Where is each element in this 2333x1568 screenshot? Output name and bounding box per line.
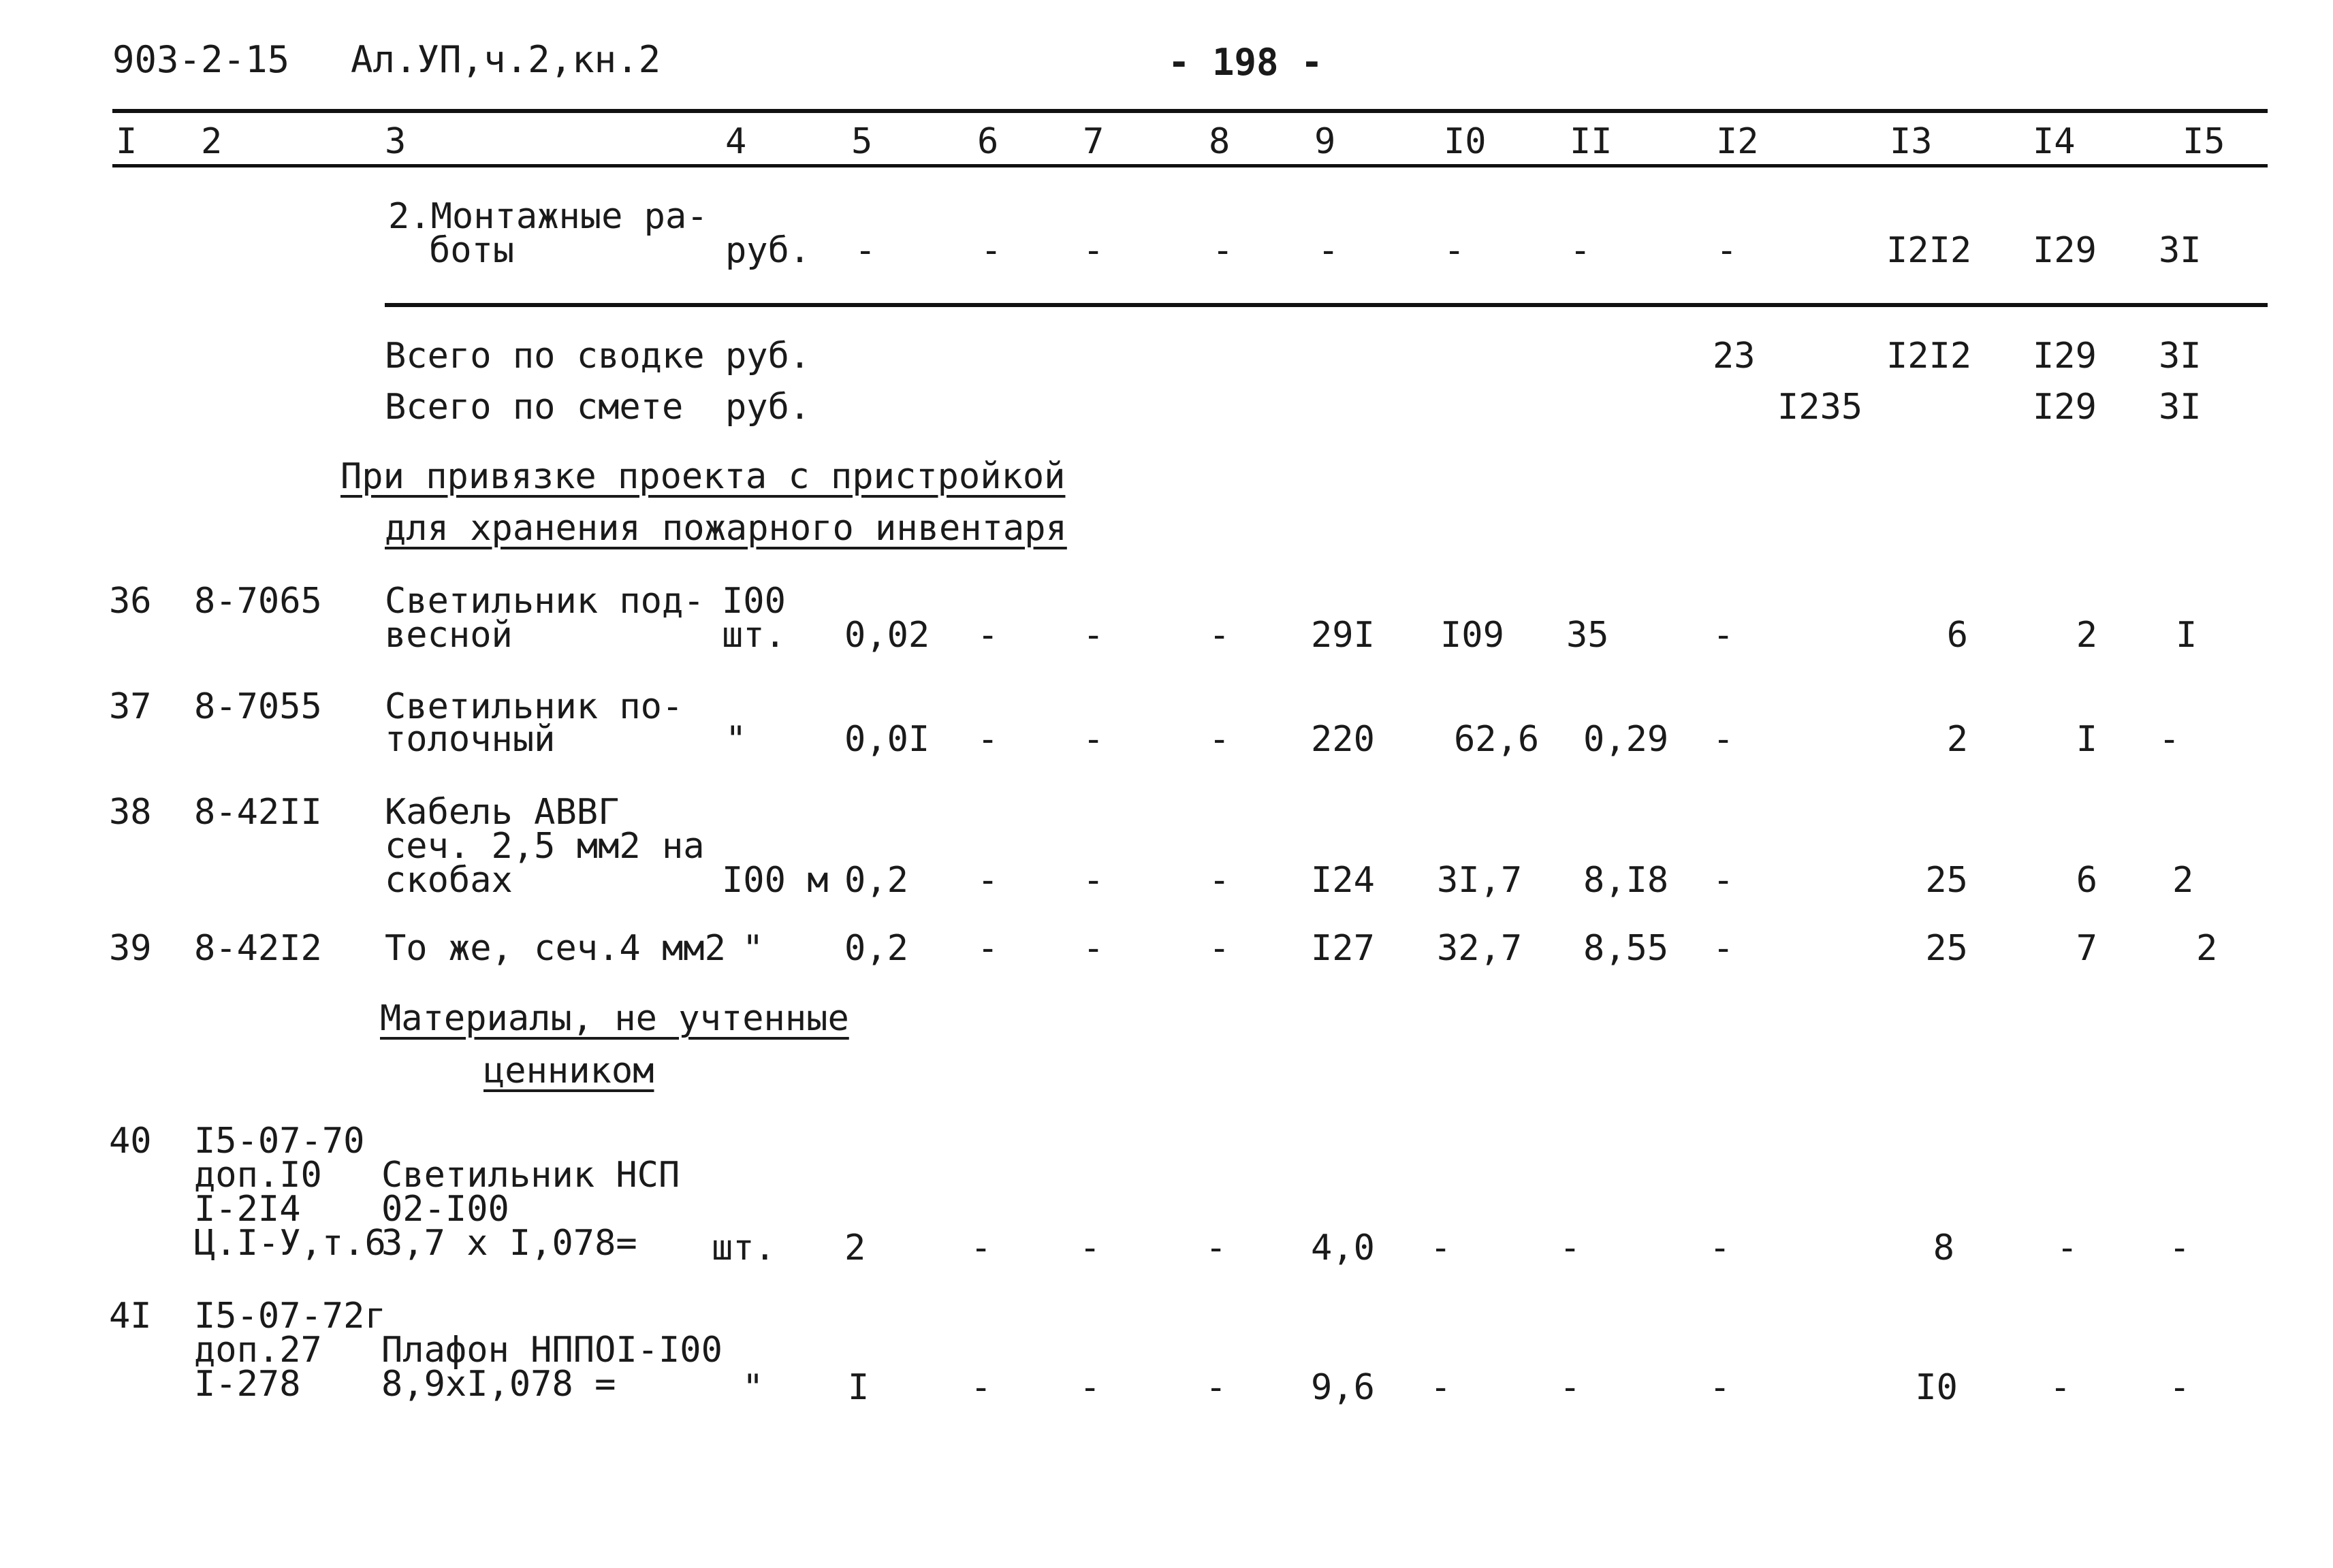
page-number: - 198 -	[1168, 41, 1323, 84]
cell-c5: 0,0I	[844, 719, 930, 760]
col-num-7: 7	[1083, 121, 1105, 162]
cell-c13: 2	[1946, 719, 1968, 760]
cell-c12: -	[1709, 1228, 1731, 1268]
cell-c15: -	[2169, 1228, 2191, 1268]
cell-c14: 2	[2076, 615, 2097, 656]
row-code: доп.I0	[194, 1155, 322, 1196]
row-code: I5-07-70	[194, 1121, 365, 1162]
col-num-5: 5	[851, 121, 873, 162]
col-num-15: I5	[2183, 121, 2225, 162]
row-name: боты	[429, 230, 515, 271]
cell-c8: -	[1205, 1228, 1227, 1268]
cell-c10: -	[1444, 230, 1465, 271]
cell-c9: 9,6	[1311, 1367, 1375, 1408]
row-unit: шт.	[722, 615, 786, 656]
cell-c11: -	[1559, 1367, 1581, 1408]
cell-c8: -	[1205, 1367, 1227, 1408]
col-num-3: 3	[385, 121, 407, 162]
row-name: 02-I00	[381, 1189, 509, 1230]
cell-c6: -	[977, 719, 999, 760]
cell-c10: 32,7	[1437, 928, 1523, 969]
row-unit: шт.	[712, 1228, 776, 1268]
section-heading: При привязке проекта с пристройкой	[340, 456, 1066, 497]
cell-c12: -	[1713, 719, 1734, 760]
cell-c8: -	[1209, 928, 1231, 969]
row-number: 36	[109, 581, 152, 622]
col-num-12: I2	[1716, 121, 1759, 162]
section-heading: ценником	[483, 1051, 654, 1091]
cell-c15: 3I	[2159, 230, 2202, 271]
row-name: весной	[385, 615, 513, 656]
cell-c11: 0,29	[1583, 719, 1669, 760]
cell-c6: -	[970, 1367, 992, 1408]
row-code: I5-07-72г	[194, 1296, 386, 1337]
cell-c5: 0,02	[844, 615, 930, 656]
col-num-6: 6	[977, 121, 999, 162]
cell-c11: 8,I8	[1583, 860, 1669, 901]
cell-c7: -	[1083, 719, 1105, 760]
totals-rule	[385, 303, 2268, 307]
row-number: 37	[109, 686, 152, 727]
cell-c10: 3I,7	[1437, 860, 1523, 901]
total-c12: 23	[1713, 336, 1756, 377]
cell-c15: 2	[2196, 928, 2218, 969]
cell-c12: -	[1713, 615, 1734, 656]
cell-c9: -	[1318, 230, 1339, 271]
row-code: Ц.I-У,т.6	[194, 1223, 386, 1264]
row-code: 8-7055	[194, 686, 322, 727]
row-code: 8-7065	[194, 581, 322, 622]
cell-c9: 29I	[1311, 615, 1375, 656]
cell-c11: 35	[1566, 615, 1609, 656]
cell-c5: 0,2	[844, 860, 908, 901]
cell-c14: I	[2076, 719, 2097, 760]
cell-c11: 8,55	[1583, 928, 1669, 969]
cell-c7: -	[1083, 928, 1105, 969]
cell-c14: -	[2050, 1367, 2072, 1408]
cell-c12: -	[1716, 230, 1738, 271]
total-label: Всего по сводке	[385, 336, 705, 377]
cell-c10: 62,6	[1454, 719, 1540, 760]
cell-c10: I09	[1440, 615, 1504, 656]
cell-c11: -	[1559, 1228, 1581, 1268]
row-name: Светильник НСП	[381, 1155, 680, 1196]
row-number: 39	[109, 928, 152, 969]
row-unit: I00	[722, 581, 786, 622]
col-num-9: 9	[1314, 121, 1336, 162]
row-code: доп.27	[194, 1330, 322, 1371]
cell-c13: I2I2	[1886, 230, 1972, 271]
row-name: 8,9хI,078 =	[381, 1364, 616, 1405]
row-code: 8-42II	[194, 792, 322, 833]
cell-c8: -	[1209, 719, 1231, 760]
cell-c14: -	[2057, 1228, 2078, 1268]
col-num-10: I0	[1444, 121, 1487, 162]
row-number: 40	[109, 1121, 152, 1162]
row-name: 3,7 х I,078=	[381, 1223, 637, 1264]
cell-c14: 7	[2076, 928, 2097, 969]
cell-c5: 0,2	[844, 928, 908, 969]
row-name: Светильник под-	[385, 581, 705, 622]
cell-c12: -	[1713, 860, 1734, 901]
cell-c14: 6	[2076, 860, 2097, 901]
album-reference: Ал.УП,ч.2,кн.2	[351, 38, 661, 81]
total-c12: I235	[1777, 387, 1863, 428]
row-name: Плафон НППОI-I00	[381, 1330, 723, 1371]
cell-c13: 25	[1925, 860, 1968, 901]
cell-c7: -	[1083, 230, 1105, 271]
row-unit: "	[742, 1367, 764, 1408]
col-num-14: I4	[2033, 121, 2076, 162]
col-num-2: 2	[201, 121, 223, 162]
cell-c7: -	[1079, 1367, 1101, 1408]
total-unit: руб.	[725, 387, 811, 428]
cell-c15: I	[2176, 615, 2197, 656]
total-label: Всего по смете	[385, 387, 684, 428]
cell-c6: -	[977, 615, 999, 656]
cell-c8: -	[1209, 860, 1231, 901]
cell-c10: -	[1430, 1228, 1452, 1268]
total-c14: I29	[2033, 387, 2097, 428]
cell-c15: 2	[2172, 860, 2194, 901]
document-code: 903-2-15	[112, 38, 290, 81]
cell-c13: 6	[1946, 615, 1968, 656]
row-unit: "	[725, 719, 747, 760]
cell-c6: -	[977, 860, 999, 901]
cell-c15: -	[2159, 719, 2180, 760]
cell-c8: -	[1212, 230, 1234, 271]
cell-c5: 2	[844, 1228, 866, 1268]
cell-c6: -	[977, 928, 999, 969]
cell-c6: -	[981, 230, 1002, 271]
cell-c11: -	[1570, 230, 1591, 271]
cell-c7: -	[1079, 1228, 1101, 1268]
header-top-rule	[112, 109, 2268, 113]
cell-c15: -	[2169, 1367, 2191, 1408]
cell-c9: 220	[1311, 719, 1375, 760]
cell-c6: -	[970, 1228, 992, 1268]
row-unit: руб.	[725, 230, 811, 271]
col-num-11: II	[1570, 121, 1613, 162]
total-c15: 3I	[2159, 387, 2202, 428]
row-code: I-278	[194, 1364, 301, 1405]
row-name: скобах	[385, 860, 513, 901]
cell-c7: -	[1083, 860, 1105, 901]
col-num-8: 8	[1209, 121, 1231, 162]
col-num-4: 4	[725, 121, 747, 162]
row-unit: "	[742, 928, 764, 969]
cell-c5: I	[848, 1367, 870, 1408]
col-num-13: I3	[1890, 121, 1933, 162]
cell-c8: -	[1209, 615, 1231, 656]
total-c13: I2I2	[1886, 336, 1972, 377]
row-name: сеч. 2,5 мм2 на	[385, 826, 705, 867]
total-c15: 3I	[2159, 336, 2202, 377]
cell-c14: I29	[2033, 230, 2097, 271]
row-number: 38	[109, 792, 152, 833]
cell-c9: 4,0	[1311, 1228, 1375, 1268]
cell-c13: I0	[1915, 1367, 1958, 1408]
section-heading: Материалы, не учтенные	[380, 998, 849, 1039]
row-code: I-2I4	[194, 1189, 301, 1230]
cell-c10: -	[1430, 1367, 1452, 1408]
cell-c7: -	[1083, 615, 1105, 656]
row-name: Кабель АВВГ	[385, 792, 620, 833]
col-num-1: I	[116, 121, 138, 162]
cell-c9: I27	[1311, 928, 1375, 969]
row-name: 2.Монтажные ра-	[388, 196, 708, 237]
section-heading: для хранения пожарного инвентаря	[385, 508, 1067, 549]
cell-c12: -	[1713, 928, 1734, 969]
cell-c5: -	[855, 230, 876, 271]
row-name: Светильник по-	[385, 686, 684, 727]
header-bottom-rule	[112, 164, 2268, 167]
row-number: 4I	[109, 1296, 152, 1337]
total-c14: I29	[2033, 336, 2097, 377]
row-name: толочный	[385, 719, 556, 760]
total-unit: руб.	[725, 336, 811, 377]
cell-c13: 25	[1925, 928, 1968, 969]
row-code: 8-42I2	[194, 928, 322, 969]
cell-c12: -	[1709, 1367, 1731, 1408]
cell-c9: I24	[1311, 860, 1375, 901]
row-name: То же, сеч.4 мм2	[385, 928, 726, 969]
row-unit: I00 м	[722, 860, 829, 901]
cell-c13: 8	[1933, 1228, 1954, 1268]
